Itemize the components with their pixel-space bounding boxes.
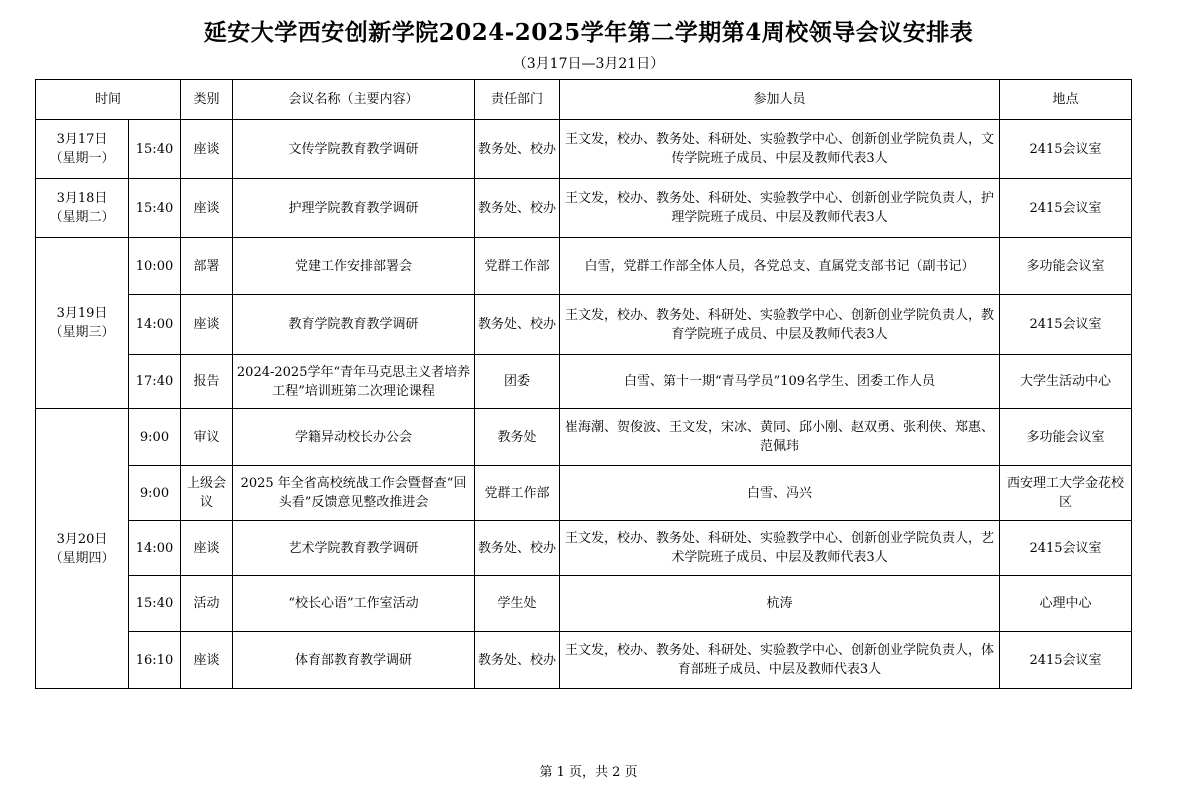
table-row: [36, 521, 1132, 576]
date-range: （3月17日—3月21日）: [512, 56, 665, 72]
department-cell: 教务处、校办: [475, 632, 560, 689]
attendees-cell: 王文发，校办、教务处、科研处、实验教学中心、创新创业学院负责人，文传学院班子成员、中层及教师代表3人: [560, 120, 1000, 179]
day-cell: [36, 120, 129, 179]
category-cell: 座谈: [181, 521, 233, 576]
meeting-name-cell: 学籍异动校长办公会: [233, 409, 475, 466]
attendees-cell: 王文发，校办、教务处、科研处、实验教学中心、创新创业学院负责人，体育部班子成员、中层及教师代表3人: [560, 632, 1000, 689]
table-row: [36, 120, 1132, 179]
time-cell: 9:00: [129, 466, 181, 521]
attendees-cell: 王文发，校办、教务处、科研处、实验教学中心、创新创业学院负责人，教育学院班子成员、中层及教师代表3人: [560, 295, 1000, 355]
table-row: [36, 355, 1132, 409]
header-department: 责任部门: [475, 80, 560, 120]
category-cell: 座谈: [181, 179, 233, 238]
header-location: 地点: [1000, 80, 1132, 120]
time-cell: 15:40: [129, 576, 181, 632]
attendees-cell: 白雪、第十一期“青马学员”109名学生、团委工作人员: [560, 355, 1000, 409]
time-cell: 17:40: [129, 355, 181, 409]
meeting-name-cell: 教育学院教育教学调研: [233, 295, 475, 355]
attendees-cell: 王文发，校办、教务处、科研处、实验教学中心、创新创业学院负责人，护理学院班子成员、中层及教师代表3人: [560, 179, 1000, 238]
time-cell: 15:40: [129, 179, 181, 238]
meeting-name-cell: 文传学院教育教学调研: [233, 120, 475, 179]
time-cell: 10:00: [129, 238, 181, 295]
department-cell: 党群工作部: [475, 238, 560, 295]
category-cell: 活动: [181, 576, 233, 632]
time-cell: 14:00: [129, 521, 181, 576]
header-time: 时间: [36, 80, 181, 120]
day-date: 3月18日: [56, 191, 108, 206]
meeting-name-cell: 体育部教育教学调研: [233, 632, 475, 689]
table-row: [36, 179, 1132, 238]
location-cell: 西安理工大学金花校区: [1000, 466, 1132, 521]
meeting-name-cell: 2025 年全省高校统战工作会暨督查“回头看”反馈意见整改推进会: [233, 466, 475, 521]
meeting-name-cell: 党建工作安排部署会: [233, 238, 475, 295]
day-cell: [36, 179, 129, 238]
table-row: [36, 295, 1132, 355]
day-cell: [36, 238, 129, 409]
day-cell: [36, 409, 129, 689]
page-title: 延安大学西安创新学院2024-2025学年第二学期第4周校领导会议安排表: [203, 19, 974, 46]
location-cell: 大学生活动中心: [1000, 355, 1132, 409]
location-cell: 多功能会议室: [1000, 409, 1132, 466]
attendees-cell: 杭涛: [560, 576, 1000, 632]
time-cell: 15:40: [129, 120, 181, 179]
table-row: [36, 576, 1132, 632]
department-cell: 教务处、校办: [475, 179, 560, 238]
department-cell: 教务处、校办: [475, 295, 560, 355]
table-row: [36, 632, 1132, 689]
location-cell: 2415会议室: [1000, 179, 1132, 238]
department-cell: 教务处: [475, 409, 560, 466]
day-date: 3月17日: [56, 132, 108, 147]
department-cell: 党群工作部: [475, 466, 560, 521]
attendees-cell: 白雪、冯兴: [560, 466, 1000, 521]
time-cell: 16:10: [129, 632, 181, 689]
location-cell: 2415会议室: [1000, 295, 1132, 355]
meeting-name-cell: “校长心语”工作室活动: [233, 576, 475, 632]
day-weekday: （星期一）: [49, 151, 115, 166]
time-cell: 14:00: [129, 295, 181, 355]
header-row: [36, 80, 1132, 120]
day-weekday: （星期四）: [49, 550, 115, 566]
time-cell: 9:00: [129, 409, 181, 466]
location-cell: 多功能会议室: [1000, 238, 1132, 295]
attendees-cell: 白雪，党群工作部全体人员，各党总支、直属党支部书记（副书记）: [560, 238, 1000, 295]
location-cell: 2415会议室: [1000, 632, 1132, 689]
department-cell: 教务处、校办: [475, 120, 560, 179]
category-cell: 部署: [181, 238, 233, 295]
meeting-name-cell: 护理学院教育教学调研: [233, 179, 475, 238]
header-category: 类别: [181, 80, 233, 120]
day-date: 3月20日: [56, 531, 108, 547]
category-cell: 审议: [181, 409, 233, 466]
meeting-schedule-table: [35, 79, 1132, 689]
table-row: [36, 238, 1132, 295]
location-cell: 2415会议室: [1000, 120, 1132, 179]
attendees-cell: 崔海潮、贺俊波、王文发，宋冰、黄同、邱小刚、赵双勇、张利侠、郑惠、范佩玮: [560, 409, 1000, 466]
category-cell: 上级会议: [181, 466, 233, 521]
department-cell: 团委: [475, 355, 560, 409]
meeting-name-cell: 2024-2025学年“青年马克思主义者培养工程”培训班第二次理论课程: [233, 355, 475, 409]
department-cell: 教务处、校办: [475, 521, 560, 576]
meeting-name-cell: 艺术学院教育教学调研: [233, 521, 475, 576]
attendees-cell: 王文发，校办、教务处、科研处、实验教学中心、创新创业学院负责人，艺术学院班子成员、中层及教师代表3人: [560, 521, 1000, 576]
day-date: 3月19日: [56, 306, 108, 321]
category-cell: 座谈: [181, 632, 233, 689]
header-attendees: 参加人员: [560, 80, 1000, 120]
location-cell: 心理中心: [1000, 576, 1132, 632]
department-cell: 学生处: [475, 576, 560, 632]
table-row: [36, 409, 1132, 466]
category-cell: 报告: [181, 355, 233, 409]
category-cell: 座谈: [181, 120, 233, 179]
table-row: [36, 466, 1132, 521]
category-cell: 座谈: [181, 295, 233, 355]
page-indicator: 第 1 页，共 2 页: [539, 765, 638, 780]
day-weekday: （星期三）: [49, 325, 115, 340]
day-weekday: （星期二）: [49, 210, 115, 225]
header-meeting-name: 会议名称（主要内容）: [233, 80, 475, 120]
location-cell: 2415会议室: [1000, 521, 1132, 576]
